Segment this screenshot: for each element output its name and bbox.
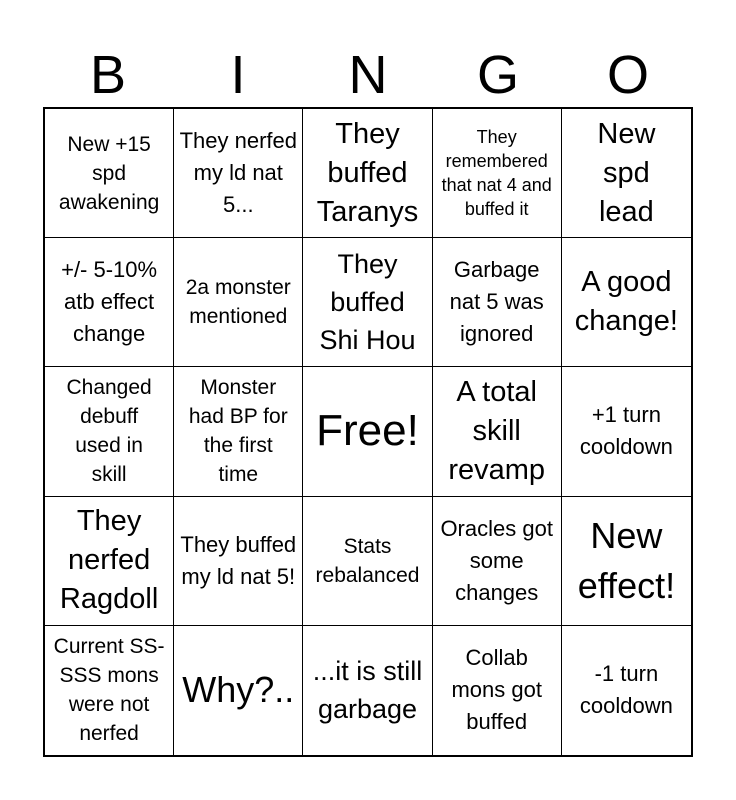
bingo-cell-text: +1 turn cooldown <box>579 402 673 460</box>
bingo-cell-text: A good change! <box>574 266 678 338</box>
bingo-cell-text: They buffed Shi Hou <box>319 249 416 356</box>
bingo-cell-2-1[interactable] <box>45 238 174 367</box>
bingo-cell-4-2[interactable] <box>174 497 303 626</box>
bingo-cell-text: +/- 5-10% atb effect change <box>61 257 158 347</box>
header-letter-b: B <box>89 45 127 105</box>
bingo-cell-2-5[interactable] <box>562 238 691 367</box>
bingo-cell-1-1[interactable] <box>45 109 174 238</box>
bingo-cell-3-2[interactable] <box>174 367 303 496</box>
bingo-cell-text: Monster had BP for the first time <box>188 376 288 487</box>
header-letter-o: O <box>606 45 649 105</box>
bingo-cell-text: Stats rebalanced <box>315 534 420 587</box>
bingo-cell-text: New spd lead <box>597 117 656 228</box>
bingo-card <box>43 107 693 757</box>
bingo-cell-text: They buffed my ld nat 5! <box>180 531 297 589</box>
bingo-cell-text: Garbage nat 5 was ignored <box>449 257 544 347</box>
bingo-cell-text: Free! <box>316 406 419 456</box>
bingo-cell-2-4[interactable] <box>433 238 562 367</box>
bingo-cell-1-2[interactable] <box>174 109 303 238</box>
bingo-cell-text: They buffed Taranys <box>316 117 419 228</box>
bingo-cell-4-1[interactable] <box>45 497 174 626</box>
bingo-cell-5-1[interactable] <box>45 626 174 755</box>
header-letter-g: G <box>476 45 519 105</box>
bingo-cell-4-4[interactable] <box>433 497 562 626</box>
bingo-cell-4-3[interactable] <box>303 497 432 626</box>
bingo-cell-text: ...it is still garbage <box>312 656 423 725</box>
bingo-cell-2-3[interactable] <box>303 238 432 367</box>
bingo-cell-text: -1 turn cooldown <box>579 661 673 719</box>
bingo-cell-2-2[interactable] <box>174 238 303 367</box>
bingo-cell-3-5[interactable] <box>562 367 691 496</box>
bingo-cell-text: New effect! <box>577 514 676 606</box>
bingo-cell-text: They nerfed Ragdoll <box>59 505 159 616</box>
bingo-cell-text: Current SS-SSS mons were not nerfed <box>53 635 165 746</box>
bingo-cell-1-3[interactable] <box>303 109 432 238</box>
bingo-cell-text: They nerfed my ld nat 5... <box>179 128 297 218</box>
bingo-cell-5-2[interactable] <box>174 626 303 755</box>
bingo-cell-text: Why?.. <box>182 669 295 711</box>
bingo-cell-text: A total skill revamp <box>448 375 546 486</box>
header-letter-i: I <box>230 45 246 105</box>
bingo-cell-text: New +15 spd awakening <box>58 132 160 214</box>
bingo-cell-text: They remembered that nat 4 and buffed it <box>441 127 552 220</box>
bingo-cell-1-4[interactable] <box>433 109 562 238</box>
bingo-cell-5-4[interactable] <box>433 626 562 755</box>
bingo-cell-text: Changed debuff used in skill <box>66 376 152 487</box>
bingo-cell-5-5[interactable] <box>562 626 691 755</box>
bingo-cell-3-4[interactable] <box>433 367 562 496</box>
bingo-cell-3-1[interactable] <box>45 367 174 496</box>
bingo-cell-4-5[interactable] <box>562 497 691 626</box>
bingo-cell-text: Oracles got some changes <box>440 515 553 605</box>
bingo-header <box>43 44 693 106</box>
bingo-cell-text: 2a monster mentioned <box>185 276 291 329</box>
bingo-cell-text: Collab mons got buffed <box>451 645 542 735</box>
bingo-cell-1-5[interactable] <box>562 109 691 238</box>
bingo-cell-3-3[interactable] <box>303 367 432 496</box>
bingo-cell-5-3[interactable] <box>303 626 432 755</box>
header-letter-n: N <box>348 45 388 105</box>
